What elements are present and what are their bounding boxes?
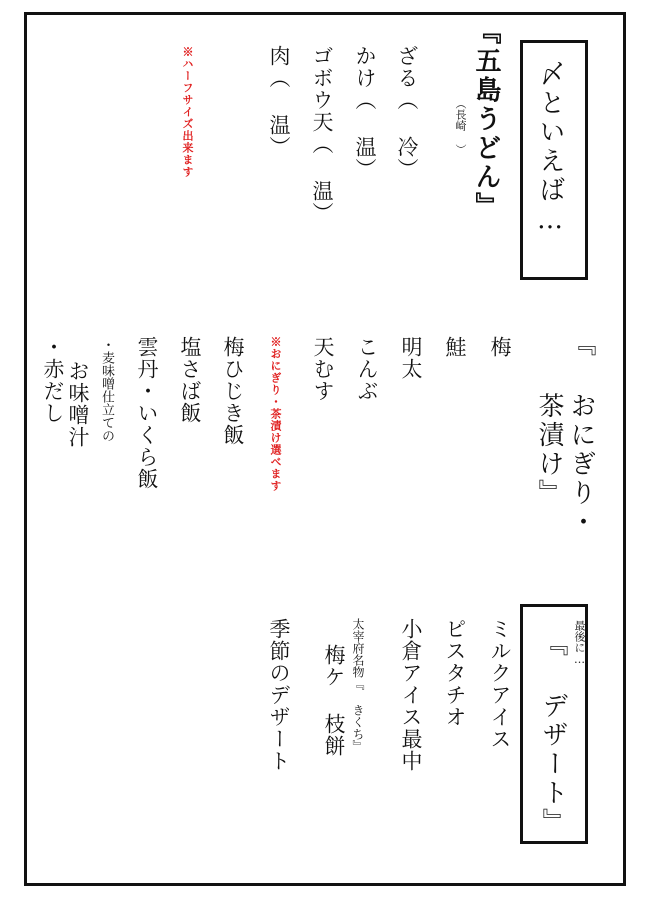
onigiri-title-line1: 『 おにぎり・: [566, 330, 596, 537]
onigiri-item-ume: 梅: [488, 336, 512, 358]
dessert-item-ogura-monaka: 小倉アイス最中: [399, 618, 423, 772]
soup-akadashi: ・赤だし: [41, 336, 65, 424]
udon-title: 『五島うどん』: [471, 18, 501, 221]
soup-miso: お味噌汁: [66, 360, 90, 448]
dessert-item-seasonal: 季節のデザート: [267, 618, 291, 772]
dessert-item-umegaemochi: 梅ケ 枝餅: [322, 644, 346, 757]
dessert-item-milkice: ミルクアイス: [488, 618, 512, 750]
dessert-item-pistachio: ピスタチオ: [443, 618, 467, 728]
onigiri-item-konbu: こんぶ: [355, 336, 379, 402]
onigiri-title-line2: 茶漬け』: [534, 392, 564, 508]
onigiri-item-uni-ikura: 雲丹・いくら飯: [135, 336, 159, 490]
onigiri-item-shiosaba: 塩さば飯: [178, 336, 202, 424]
dessert-pretitle: 最後に…: [573, 620, 586, 666]
udon-item-kake: かけ（ 温）: [353, 45, 377, 180]
meibutsu-subtitle: 太宰府名物『 きくち』: [351, 618, 365, 752]
onigiri-item-umehijiki: 梅ひじき飯: [221, 336, 245, 446]
udon-subtitle: （長崎 ）: [454, 98, 467, 155]
onigiri-item-sake: 鮭: [443, 336, 467, 358]
soup-subtitle: ・麦味噌仕立ての: [99, 338, 114, 442]
udon-item-gobouten: ゴボウ天（ 温）: [310, 45, 334, 224]
title-text: 〆といえば…: [535, 60, 565, 238]
dessert-title: 『 デザート』: [538, 630, 568, 837]
onigiri-note: ※おにぎり・茶漬け選べます: [269, 336, 282, 492]
udon-item-zaru: ざる（ 冷）: [395, 45, 419, 180]
onigiri-item-tenmusu: 天むす: [311, 336, 335, 402]
onigiri-item-mentai: 明太: [399, 336, 423, 380]
udon-item-niku: 肉（ 温）: [267, 45, 291, 158]
udon-note: ※ハーフサイズ出来ます: [181, 46, 194, 178]
